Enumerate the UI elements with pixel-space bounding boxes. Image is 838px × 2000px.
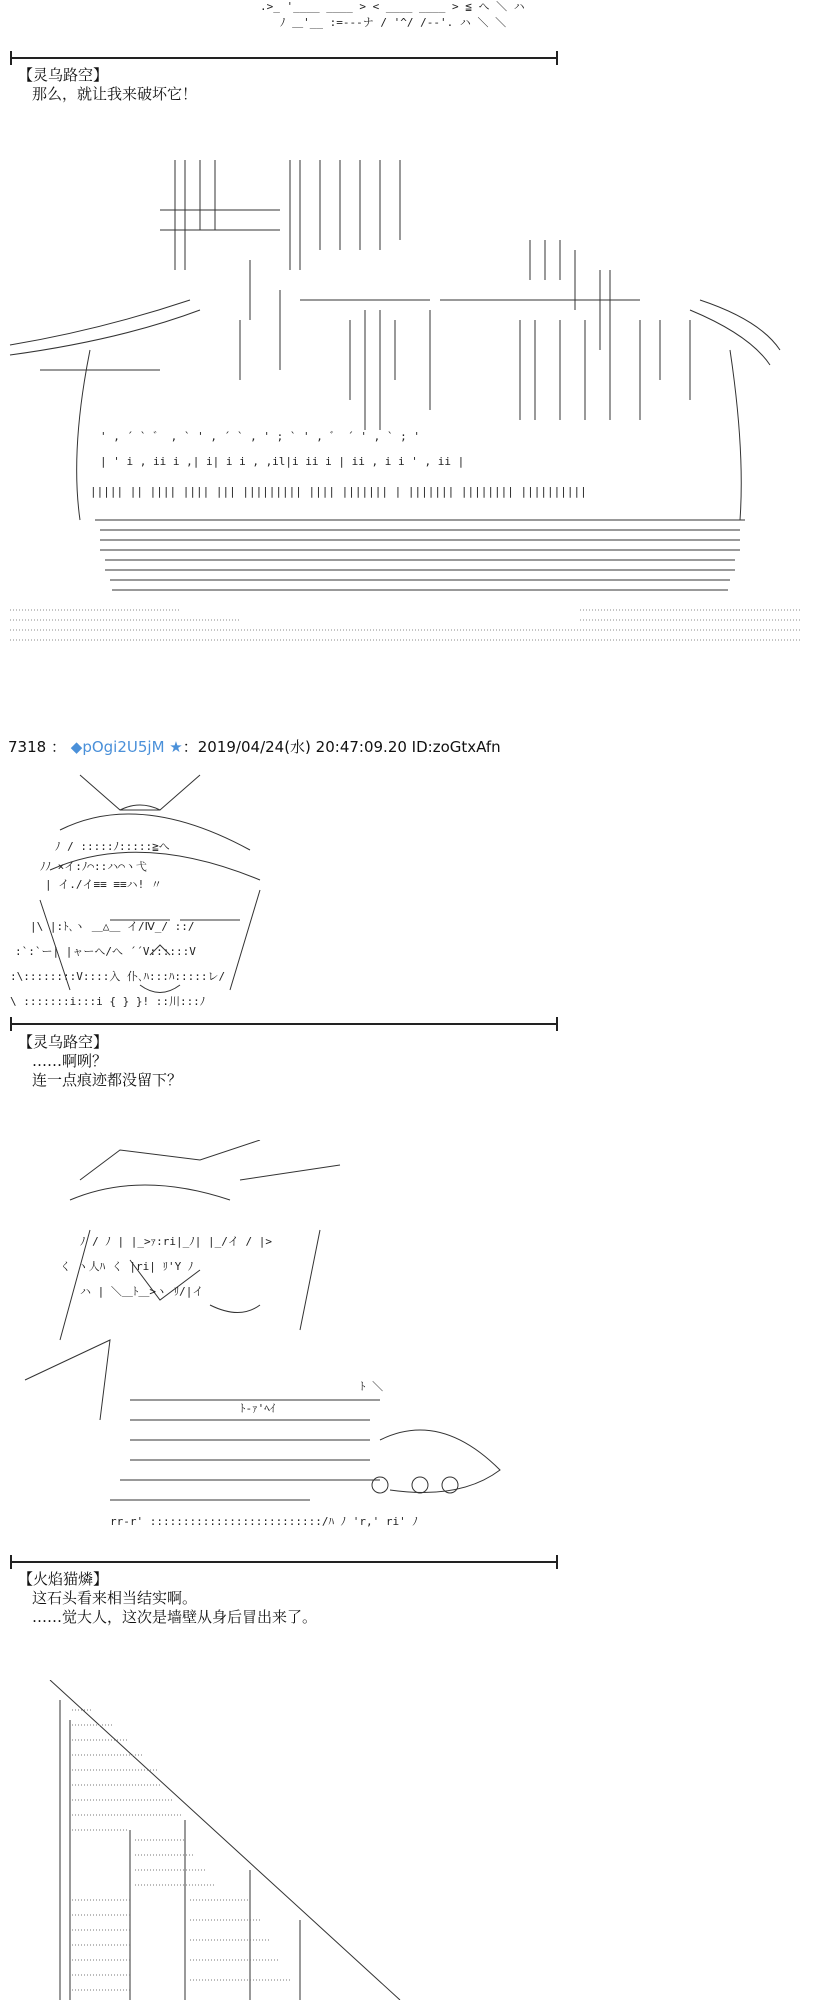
svg-text:rr-r' ::::::::::::::::::::::::: rr-r' ::::::::::::::::::::::::::/ﾊ ﾉ 'r,' ri' ﾉ (110, 1515, 418, 1528)
post-header (8, 736, 501, 757)
svg-text:||||| || |||| |||| ||| |||||||: ||||| || |||| |||| ||| ||||||||| |||| ||||||| | ||||||| |||||||| |||||||||| (90, 485, 587, 498)
svg-text:ﾉ / ﾉ | |_>ｧ:ri|_ﾉ| |_/イ /: ﾉ / ﾉ | |_>ｧ:ri|_ﾉ| |_/イ / |> (80, 1235, 272, 1248)
speech-block (18, 1033, 182, 1090)
svg-text:ﾄ-ｧ'ﾍｲ: ﾄ-ｧ'ﾍｲ (240, 1402, 276, 1415)
svg-text:ﾉ / :::::ﾉ:::::≧へ: ﾉ / :::::ﾉ:::::≧へ (55, 840, 170, 853)
svg-text:.>_ '____ ____ > < ____ _: .>_ '____ ____ > < ____ ____ > ≦ へ ＼ ハ (260, 0, 525, 13)
svg-text:| ' i , ii i ,| i| i i: | ' i , ii i ,| i| i i , ,il|i ii i | ii , i i ' , ii | (100, 455, 465, 468)
star-icon: ★ (169, 738, 183, 756)
post-date: ：2019/04/24(水) 20:47:09.20 ID:zoGtxAfn (182, 738, 501, 756)
svg-text:' , ´ ` ゛ , ` ' , ´ `: ' , ´ ` ゛ , ` ' , ´ ` , ' ; ` ' , ゛ ´ ' , ` ; ' (100, 430, 421, 443)
speech-line: 那么，就让我来破坏它！ (32, 85, 198, 103)
panel-divider (10, 1561, 558, 1563)
ascii-art-destruction-scene (0, 150, 838, 690)
svg-text:ハ | ＼＿ﾄ＿>ヽ ﾘ/|イ: ハ | ＼＿ﾄ＿>ヽ ﾘ/|イ (80, 1285, 204, 1298)
svg-text::`:`ー| |ャーへ/へ ´´V::::::V: :`:`ー| |ャーへ/へ ´´V::::::V (15, 945, 196, 958)
speech-line: ……啊咧？ (32, 1052, 108, 1070)
panel-divider (10, 57, 558, 59)
svg-text:ﾉﾉ ×イ:ﾉ⌒::ハ⌒ヽ弋: ﾉﾉ ×イ:ﾉ⌒::ハ⌒ヽ弋 (40, 860, 147, 873)
post-separator: ： (50, 738, 66, 756)
speech-line: 这石头看来相当结实啊。 (32, 1589, 198, 1607)
svg-text:|\ |:ﾄ､ヽ ＿△＿ イ/Ⅳ_/ ::/: |\ |:ﾄ､ヽ ＿△＿ イ/Ⅳ_/ ::/ (30, 920, 195, 933)
trip-code[interactable]: pOgi2U5jM (82, 738, 165, 756)
svg-text:く ヽ人ﾊ く |ri| ﾘ'Y ﾉ: く ヽ人ﾊ く |ri| ﾘ'Y ﾉ (60, 1260, 194, 1273)
speaker-name: 【灵乌路空】 (18, 66, 109, 84)
speech-line: 连一点痕迹都没留下？ (32, 1071, 183, 1089)
svg-text:\ :::::::i:::i { } }! ::川: \ :::::::i:::i { } }! ::川:::ﾉ (10, 995, 206, 1008)
speech-line: ……觉大人，这次是墙壁从身后冒出来了。 (32, 1608, 318, 1626)
post-number: 7318 (8, 738, 47, 756)
speaker-name: 【火焰猫燐】 (18, 1570, 109, 1588)
speaker-name: 【灵乌路空】 (18, 1033, 109, 1051)
svg-text::\::::::::V::::入 仆､ﾊ:::ﾊ::::: :\::::::::V::::入 仆､ﾊ:::ﾊ:::::レ/ (10, 970, 226, 983)
panel-divider (10, 1023, 558, 1025)
trip-diamond-icon: ◆ (70, 738, 83, 756)
svg-text:ﾉ ＿'__ :=---ナ / '^/ /--'.: ﾉ ＿'__ :=---ナ / '^/ /--'. ハ ＼ ＼ (280, 16, 507, 29)
speech-block (18, 1570, 317, 1627)
svg-text:ﾄ ＼: ﾄ ＼ (360, 1380, 384, 1393)
ascii-art-character-1 (0, 770, 838, 1020)
ascii-art-character-2 (0, 1140, 838, 1560)
svg-text:| イ./イ≡≡ ≡≡ハ! 〃: | イ./イ≡≡ ≡≡ハ! 〃 (45, 878, 162, 891)
speech-block (18, 66, 197, 104)
ascii-art-top-fragment (0, 0, 838, 50)
ascii-art-wall (0, 1680, 838, 2000)
